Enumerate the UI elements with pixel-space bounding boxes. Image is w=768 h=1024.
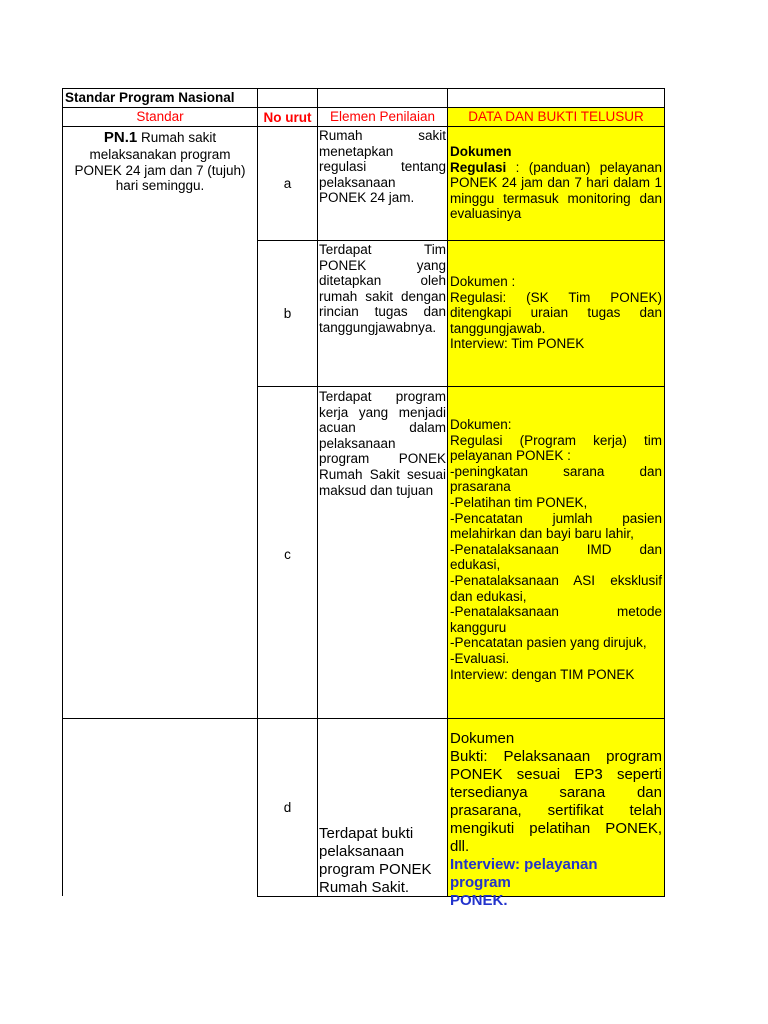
elemen-line: Rumah Sakit. [319, 879, 410, 896]
standard-text-line: Rumah sakit [141, 130, 217, 145]
data-line: kangguru [450, 619, 507, 635]
elemen-line: regulasi tentang [319, 159, 446, 175]
table-border-right [664, 88, 665, 897]
elemen-line: pelaksanaan [319, 435, 396, 451]
standard-text-line: hari seminggu. [115, 178, 205, 194]
row-a-no: a [283, 176, 292, 191]
data-line: ditengkapi uraian tugas dan [450, 305, 662, 321]
data-bold-label: Regulasi [450, 159, 507, 175]
elemen-line: PONEK 24 jam. [319, 190, 415, 206]
elemen-line: Terdapat bukti [319, 825, 414, 842]
data-line: tanggungjawab. [450, 320, 546, 336]
standard-code: PN.1 [103, 129, 138, 146]
row-b-data [448, 241, 664, 386]
elemen-line: acuan dalam [319, 420, 446, 436]
data-line: Dokumen : [450, 274, 516, 289]
data-line: -Penatalaksanaan IMD dan [450, 541, 662, 557]
elemen-line: kerja yang menjadi [319, 404, 446, 420]
row-c-no: c [284, 547, 291, 562]
data-line: mengikuti pelatihan PONEK, [450, 820, 662, 837]
data-line: -Penatalaksanaan metode [450, 604, 662, 620]
header-elemen-penilaian: Elemen Penilaian [329, 109, 436, 124]
elemen-line: program PONEK [319, 861, 432, 878]
elemen-line: maksud dan tujuan [319, 482, 434, 498]
data-line: Dokumen [450, 144, 512, 159]
data-line: prasarana, sertifikat telah [450, 802, 662, 819]
data-line: minggu termasuk monitoring dan [450, 190, 662, 206]
table-title: Standar Program Nasional [65, 90, 235, 105]
data-line: dll. [450, 838, 470, 855]
data-line: melahirkan dan bayi baru lahir, [450, 526, 634, 542]
row-a-data [448, 127, 664, 240]
standard-text-line: melaksanakan program [89, 147, 231, 162]
table-border-top [62, 88, 665, 89]
standard-pn1 [63, 129, 257, 194]
row-d-no: d [283, 800, 292, 815]
data-line: evaluasinya [450, 206, 522, 222]
data-line: dan edukasi, [450, 588, 527, 604]
elemen-line: pelaksanaan [319, 843, 405, 860]
data-line: PONEK 24 jam dan 7 hari dalam 1 [450, 175, 662, 191]
elemen-line: pelaksanaan [319, 174, 396, 190]
row-c-data [448, 387, 664, 718]
data-line: -peningkatan sarana dan [450, 463, 662, 479]
row-d-elemen [319, 825, 446, 897]
header-no-urut: No urut [263, 110, 312, 125]
interview-line: PONEK. [450, 892, 508, 909]
data-line: tersedianya sarana dan [450, 784, 662, 801]
row-b-elemen [319, 242, 446, 336]
data-line: Interview: Tim PONEK [450, 336, 585, 352]
data-line: PONEK sesuai EP3 seperti [450, 766, 662, 783]
data-line: pelayanan PONEK : [450, 448, 571, 464]
data-line: Dokumen [450, 730, 515, 747]
elemen-line: Terdapat program [319, 389, 446, 404]
data-line: Dokumen: [450, 417, 512, 432]
interview-line: Interview: pelayanan program [450, 856, 598, 891]
row-a-elemen [319, 128, 446, 206]
elemen-line: rumah sakit dengan [319, 288, 446, 304]
elemen-line: Terdapat Tim [319, 242, 446, 257]
table-col-divider [257, 88, 258, 897]
data-line: Regulasi: (SK Tim PONEK) [450, 289, 662, 305]
data-line: -Pelatihan tim PONEK, [450, 494, 588, 510]
data-line: -Pencatatan pasien yang dirujuk, [450, 635, 647, 651]
row-d-data [448, 719, 664, 909]
row-c-elemen [319, 389, 446, 498]
header-standar: Standar [136, 109, 184, 124]
data-line: -Evaluasi. [450, 650, 510, 666]
elemen-line: menetapkan [319, 143, 394, 159]
elemen-line: Rumah sakit [319, 128, 446, 143]
data-line: edukasi, [450, 557, 501, 573]
elemen-line: program PONEK [319, 451, 446, 467]
data-line: -Penatalaksanaan ASI eksklusif [450, 572, 662, 588]
data-line: Interview: dengan TIM PONEK [450, 666, 635, 682]
elemen-line: ditetapkan oleh [319, 273, 446, 289]
data-line: Regulasi (Program kerja) tim [450, 432, 662, 448]
elemen-line: PONEK yang [319, 257, 446, 273]
data-line: -Pencatatan jumlah pasien [450, 510, 662, 526]
elemen-line: tanggungjawabnya. [319, 319, 437, 335]
standard-text-line: PONEK 24 jam dan 7 (tujuh) [74, 162, 246, 178]
data-line: : (panduan) pelayanan [506, 159, 662, 175]
table-border-left [62, 88, 63, 896]
row-b-no: b [283, 306, 292, 321]
elemen-line: rincian tugas dan [319, 304, 446, 320]
data-line: prasarana [450, 479, 511, 495]
data-line: Bukti: Pelaksanaan program [450, 748, 662, 765]
header-data-bukti: DATA DAN BUKTI TELUSUR [448, 108, 664, 126]
elemen-line: Rumah Sakit sesuai [319, 466, 446, 482]
table-col-divider [317, 88, 318, 897]
